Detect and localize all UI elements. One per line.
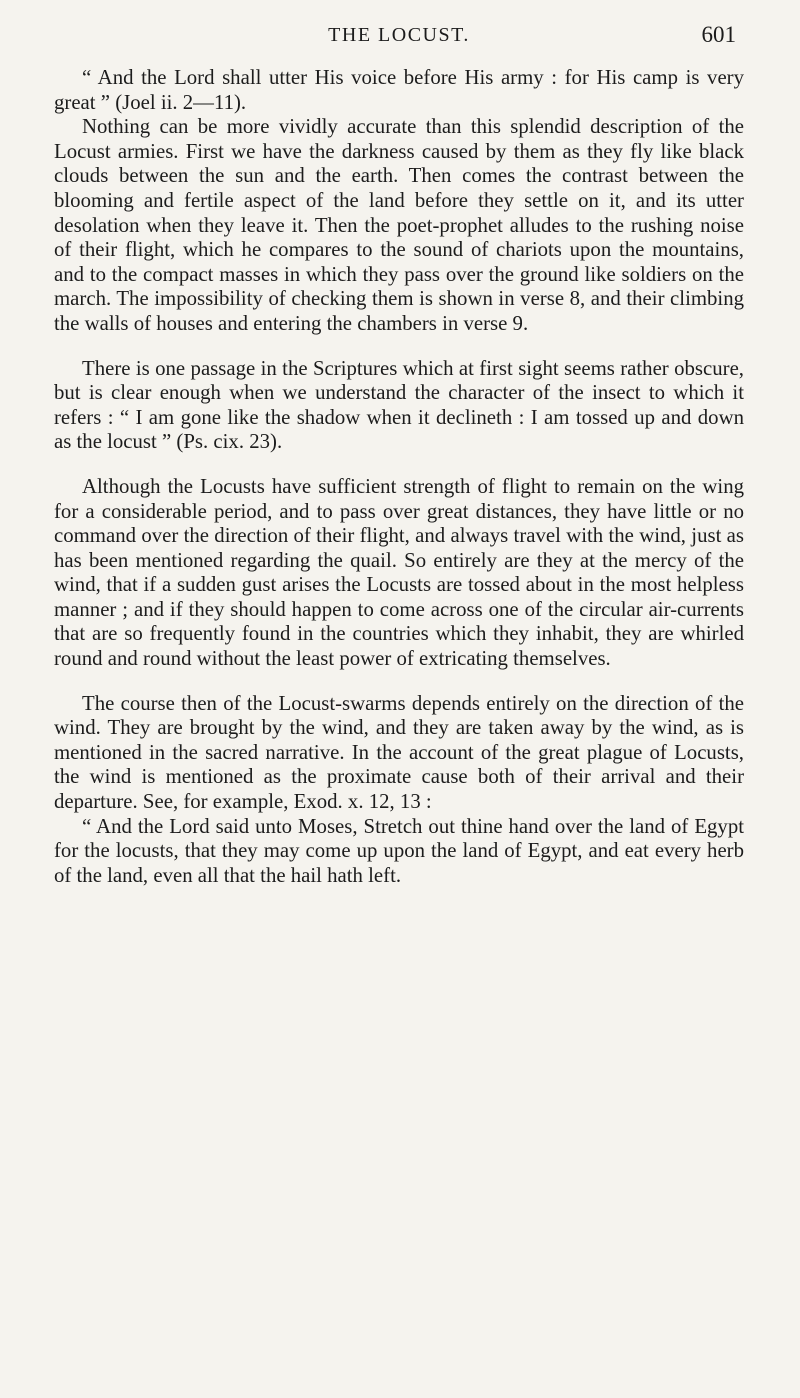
paragraph-exodus-quote: “ And the Lord said unto Moses, Stretch out thine hand over the land of Egypt for the locusts, that they may come up upon the land of Egypt, and eat every herb of the land, even all that the hail hath left. xyxy=(54,814,744,887)
paragraph-wind-course: The course then of the Locust-swarms depends entirely on the direction of the wind. They are brought by the wind, and they are taken away by the wind, as is mentioned in the sacred narrative. In the account of the great plague of Locusts, the wind is mentioned as the proximate cause both of their arrival and their departure. See, for example, Exod. x. 12, 13 : xyxy=(54,691,744,814)
running-head xyxy=(54,14,744,54)
paragraph-description: Nothing can be more vividly accurate than this splendid description of the Locust armies. First we have the darkness caused by them as they fly like black clouds between the sun and the earth. Then comes the contrast between the blooming and fertile aspect of the land before they settle on it, and its utter desolation when they leave it. Then the poet-prophet alludes to the rushing noise of their flight, which he compares to the sound of chariots upon the mountains, and to the compact masses in which they pass over the ground like soldiers on the march. The impossibility of checking them is shown in verse 8, and their climbing the walls of houses and entering the chambers in verse 9. xyxy=(54,115,744,335)
paragraph-quote-joel: “ And the Lord shall utter His voice before His army : for His camp is very great ” (Joel ii. 2—11). xyxy=(54,66,744,114)
book-page xyxy=(54,0,744,888)
paragraph-scripture-passage: There is one passage in the Scriptures which at first sight seems rather obscure, but is clear enough when we understand the character of the insect to which it refers : “ I am gone like the shadow when it declineth : I am tossed up and down as the locust ” (Ps. cix. 23). xyxy=(54,356,744,454)
running-title: THE LOCUST. xyxy=(328,24,470,46)
paragraph-flight: Although the Locusts have sufficient strength of flight to remain on the wing for a considerable period, and to pass over great distances, they have little or no command over the direction of their flight, and always travel with the wind, just as has been mentioned regarding the quail. So entirely are they at the mercy of the wind, that if a sudden gust arises the Locusts are tossed about in the most helpless manner ; and if they should happen to come across one of the circular air-currents that are so frequently found in the countries which they inhabit, they are whirled round and round without the least power of extricating themselves. xyxy=(54,474,744,671)
body-text xyxy=(54,66,744,888)
page-number: 601 xyxy=(701,22,736,47)
